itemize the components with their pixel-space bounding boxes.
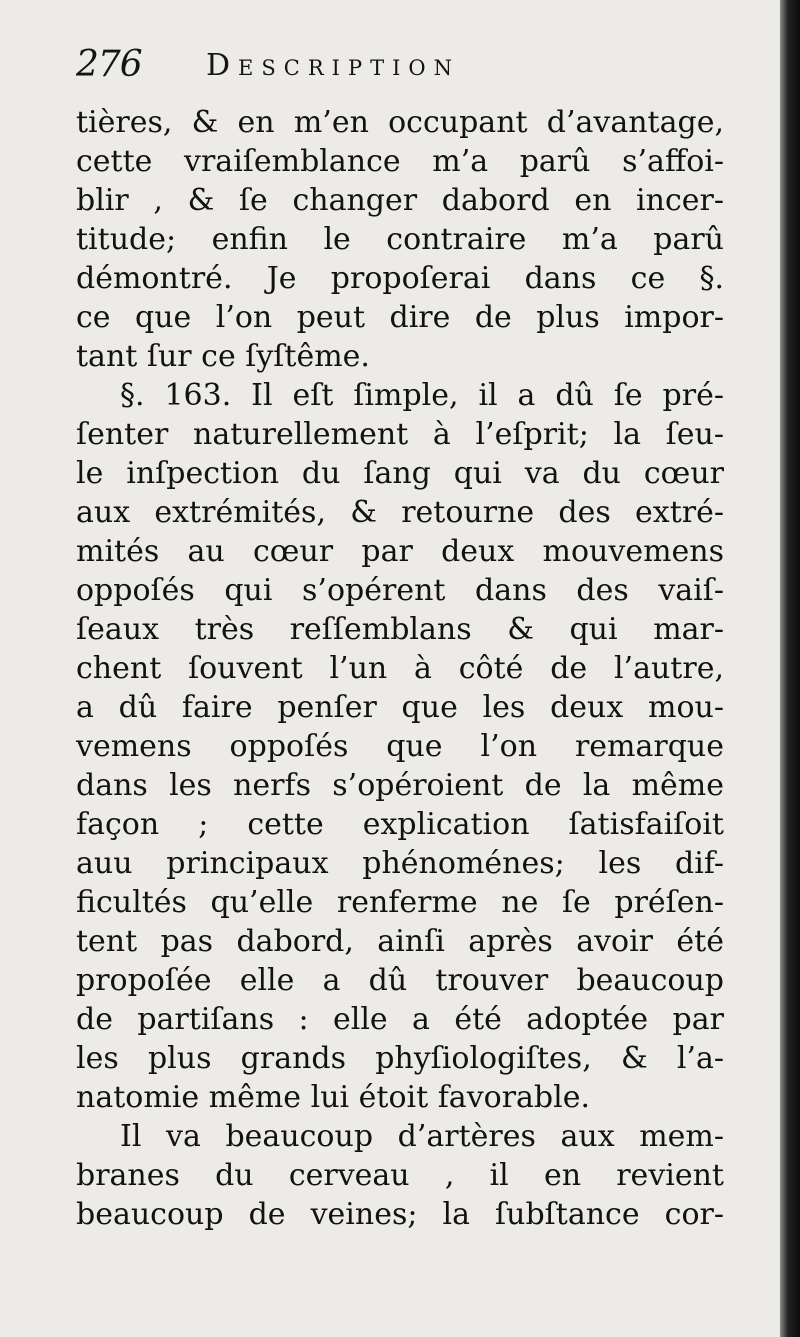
text-line: dans les nerfs s’opéroient de la même <box>76 768 724 803</box>
text-line: tières, & en m’en occupant d’avantage, <box>76 105 724 140</box>
text-line: ſenter naturellement à l’eſprit; la ſeu- <box>76 417 724 452</box>
text-line: tent pas dabord, ainſi après avoir été <box>76 924 724 959</box>
text-line: beaucoup de veines; la ſubſtance cor- <box>76 1197 724 1232</box>
text-line: propoſée elle a dû trouver beaucoup <box>76 963 724 998</box>
text-line: cette vraiſemblance m’a parû s’affoi- <box>76 144 724 179</box>
text-line: mités au cœur par deux mouvemens <box>76 534 724 569</box>
text-line: natomie même lui étoit favorable. <box>76 1080 591 1115</box>
body-text <box>76 103 724 1234</box>
running-title: Description <box>206 48 460 83</box>
page-number: 276 <box>76 44 142 85</box>
text-line: de partiſans : elle a été adoptée par <box>76 1002 724 1037</box>
paragraph-start-line: Il va beaucoup d’artères aux mem- <box>120 1119 724 1154</box>
text-line: démontré. Je propoſerai dans ce §. <box>76 261 724 296</box>
text-line: ſeaux très reſſemblans & qui mar- <box>76 612 724 647</box>
text-line: aux extrémités, & retourne des extré- <box>76 495 724 530</box>
text-line: blir , & ſe changer dabord en incer- <box>76 183 724 218</box>
text-line: ficultés qu’elle renferme ne ſe préſen- <box>76 885 724 920</box>
page-header <box>76 44 726 94</box>
paragraph-start-line: §. 163. Il eſt ſimple, il a dû ſe pré- <box>120 378 724 413</box>
text-line: chent ſouvent l’un à côté de l’autre, <box>76 651 724 686</box>
text-line: ce que l’on peut dire de plus impor- <box>76 300 724 335</box>
text-line: vemens oppoſés que l’on remarque <box>76 729 724 764</box>
text-line: le inſpection du ſang qui va du cœur <box>76 456 724 491</box>
text-line: branes du cerveau , il en revient <box>76 1158 724 1193</box>
text-line: auu principaux phénoménes; les dif- <box>76 846 724 881</box>
text-line: tant ſur ce ſyſtême. <box>76 339 370 374</box>
text-line: a dû faire penſer que les deux mou- <box>76 690 724 725</box>
text-line: titude; enfin le contraire m’a parû <box>76 222 724 257</box>
book-gutter-shadow <box>780 0 800 1337</box>
text-line: les plus grands phyſiologiſtes, & l’a- <box>76 1041 724 1076</box>
text-line: façon ; cette explication ſatisfaiſoit <box>76 807 724 842</box>
text-line: oppoſés qui s’opérent dans des vaiſ- <box>76 573 724 608</box>
